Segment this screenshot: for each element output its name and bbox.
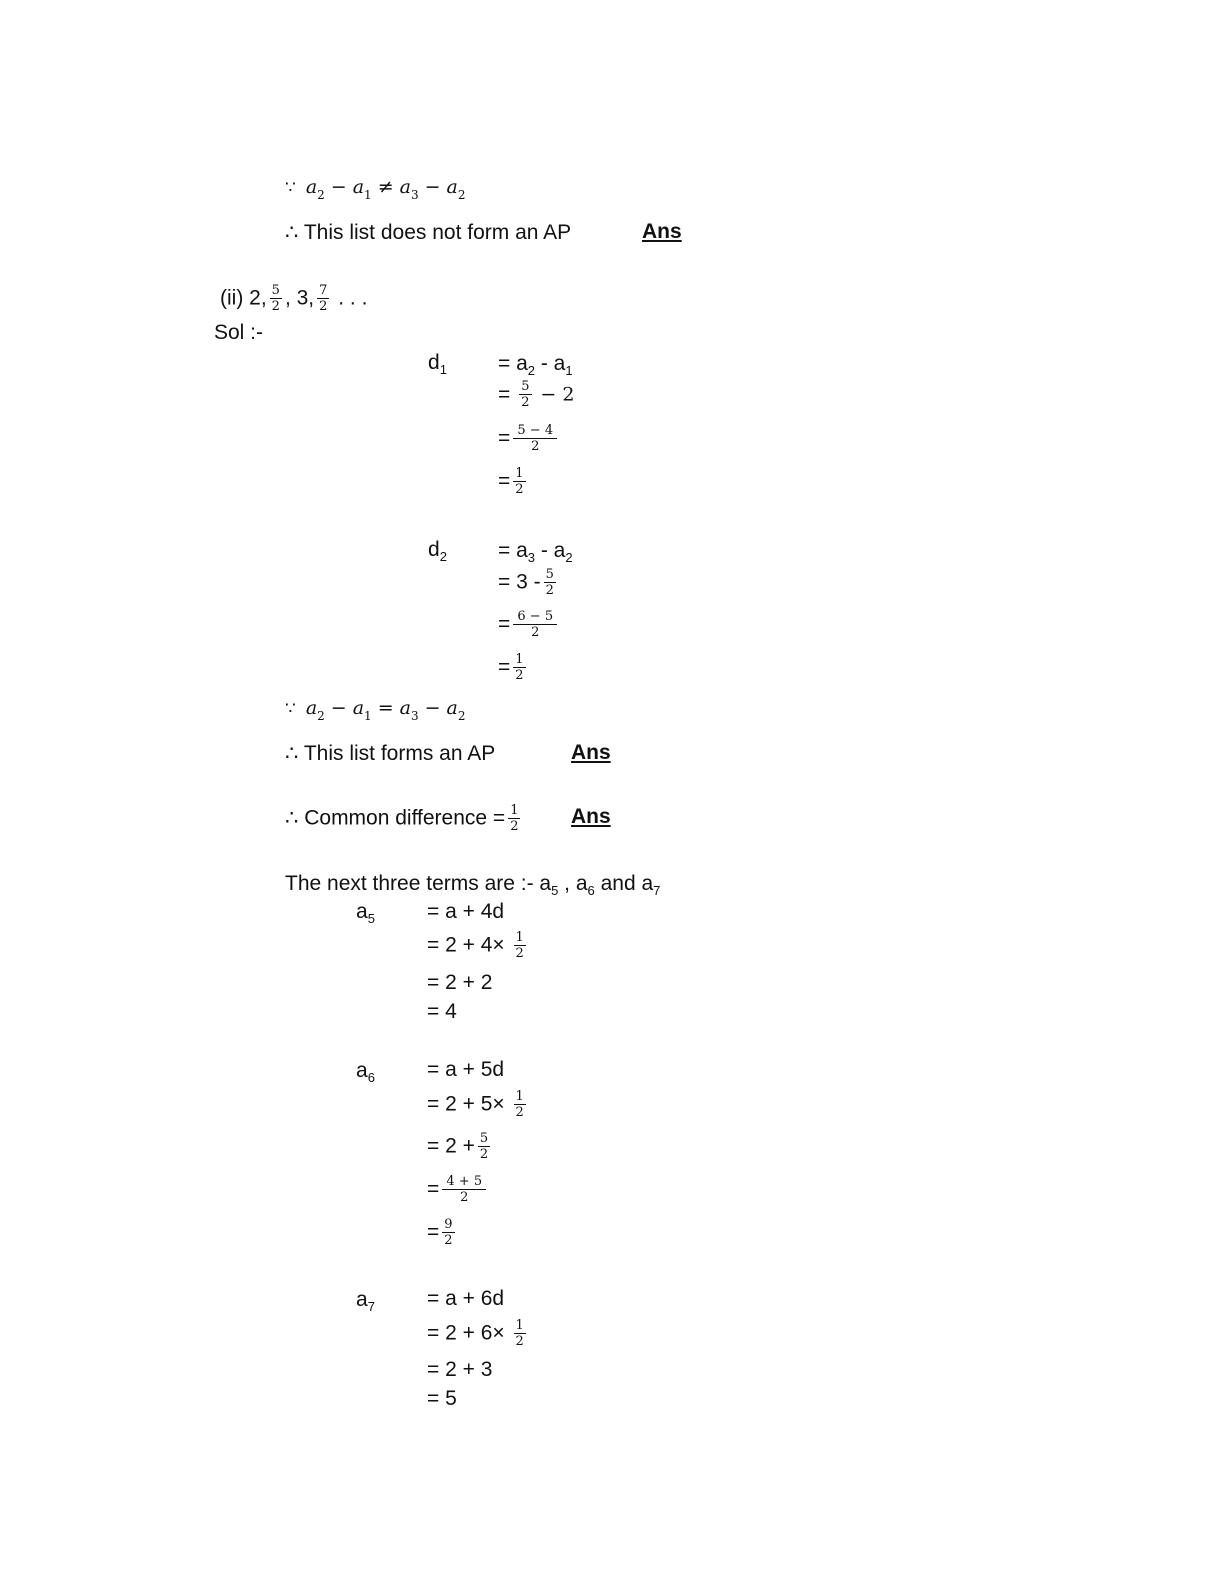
a5-label: $a_5$ [356, 900, 375, 926]
a7-step-1: = a + 6d [427, 1287, 505, 1310]
d2-step-3: = $\frac{6 - 5}{2}$ [498, 610, 560, 640]
difference-inequality: $a_2 - a_1 \ne a_3 - a_2$ [305, 176, 466, 202]
therefore-symbol: ∴ [285, 221, 299, 244]
a6-step-5: = $\frac{9}{2}$ [427, 1217, 453, 1248]
conclusion-is-ap [285, 741, 495, 767]
answer-label: Ans [571, 741, 611, 764]
d1-step-1: = $a_2 - a_1$ [498, 352, 573, 378]
solution-label: Sol :- [214, 321, 264, 344]
a6-step-1: = a + 5d [427, 1058, 505, 1081]
difference-equality: $a_2 - a_1 = a_3 - a_2$ [305, 697, 466, 723]
a5-step-2: = 2 + 4× $\frac{1}{2}$ [427, 930, 524, 961]
common-difference-label: Common difference = [304, 806, 506, 830]
therefore-symbol: ∴ [285, 806, 299, 830]
d2-step-1: = $a_3 - a_2$ [498, 539, 573, 565]
d2-step-2: = 3 - $\frac{5}{2}$ [498, 567, 554, 598]
a7-step-3: = 2 + 3 [427, 1358, 493, 1381]
since-statement-equal [285, 695, 465, 729]
answer-label: Ans [642, 220, 682, 243]
d1-label: $d_1$ [428, 351, 447, 377]
a5-step-1: = a + 4d [427, 900, 505, 923]
a7-step-4: = 5 [427, 1387, 457, 1410]
a5-step-4: = 4 [427, 1000, 457, 1023]
common-difference-value: $\frac{1}{2}$ [510, 803, 519, 834]
a6-step-4: = $\frac{4 + 5}{2}$ [427, 1175, 489, 1205]
a7-label: $a_7$ [356, 1288, 375, 1314]
conclusion-not-ap [285, 220, 571, 246]
a6-step-3: = 2 + $\frac{5}{2}$ [427, 1131, 489, 1162]
because-symbol: ∵ [285, 178, 296, 197]
d1-step-4: = $\frac{1}{2}$ [498, 466, 524, 497]
a6-label: $a_6$ [356, 1059, 375, 1085]
fraction-five-halves: $\frac{5}{2}$ [271, 283, 280, 314]
a5-step-3: = 2 + 2 [427, 971, 493, 994]
fraction-seven-halves: $\frac{7}{2}$ [319, 283, 328, 314]
question-ii [220, 284, 367, 314]
ellipsis: . . . [338, 286, 368, 310]
because-symbol: ∵ [285, 699, 296, 718]
d1-step-2: = $\frac{5}{2}$ − 2 [498, 379, 575, 410]
conclusion-text: This list forms an AP [303, 742, 496, 765]
d2-label: $d_2$ [428, 538, 447, 564]
therefore-symbol: ∴ [285, 742, 299, 765]
d2-step-4: = $\frac{1}{2}$ [498, 652, 524, 683]
conclusion-text: This list does not form an AP [303, 221, 572, 244]
answer-label: Ans [571, 805, 611, 828]
common-difference [285, 804, 523, 834]
d1-step-3: = $\frac{5 - 4}{2}$ [498, 424, 560, 454]
since-statement-not-equal [285, 174, 465, 208]
question-label: (ii) 2, [220, 286, 267, 310]
a6-step-2: = 2 + 5× $\frac{1}{2}$ [427, 1089, 524, 1120]
next-terms-heading: The next three terms are :- $a_5$ , $a_6$ and $a_7$ [285, 872, 661, 898]
a7-step-2: = 2 + 6× $\frac{1}{2}$ [427, 1318, 524, 1349]
sequence-middle: , 3, [284, 286, 315, 310]
